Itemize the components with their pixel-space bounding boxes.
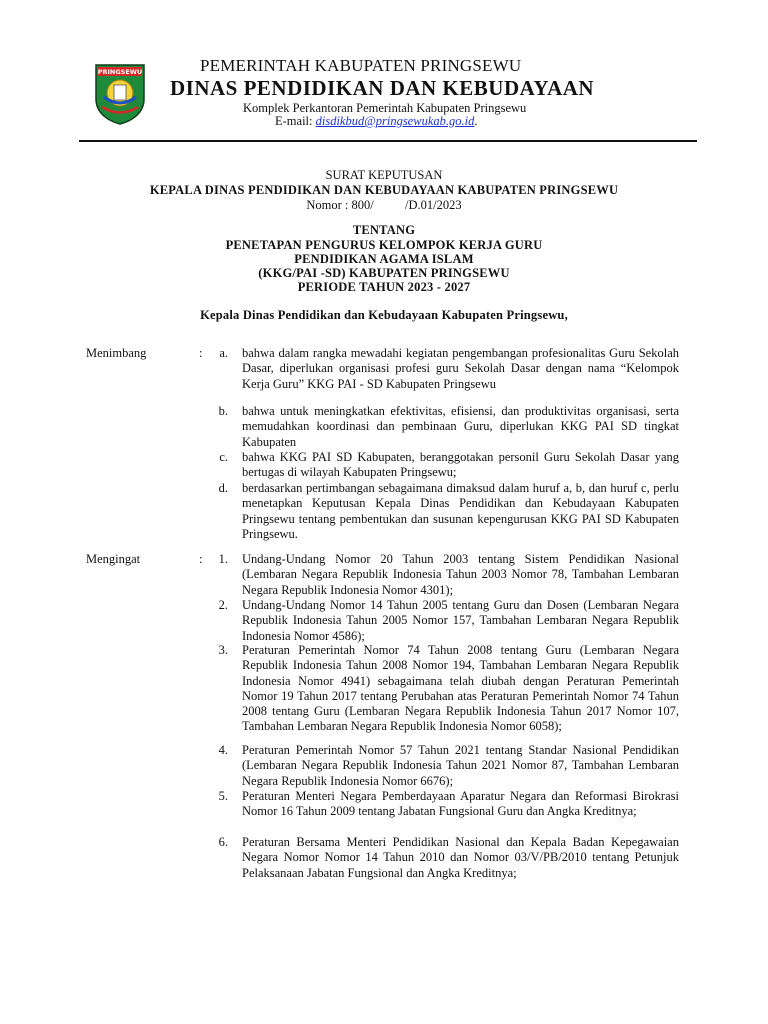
menimbang-marker-b: b. bbox=[218, 404, 228, 418]
office-name: DINAS PENDIDIKAN DAN KEBUDAYAAN bbox=[170, 76, 595, 100]
letterhead-rule bbox=[79, 140, 697, 142]
mengingat-marker-5: 5. bbox=[218, 789, 228, 803]
mengingat-marker-6: 6. bbox=[218, 835, 228, 849]
menimbang-marker-c: c. bbox=[219, 450, 228, 464]
mengingat-item-6: Peraturan Bersama Menteri Pendidikan Nasional dan Kepala Badan Kepegawaian Negara Nomor Nomor 14 Tahun 2010 dan Nomor 03/V/PB/2010 tentang Petunjuk Pelaksanaan Jabatan Fungsional dan Angka Kreditnya; bbox=[242, 835, 679, 880]
menimbang-item-b: bahwa untuk meningkatkan efektivitas, efisiensi, dan produktivitas organisasi, serta memudahkan koordinasi dan pembinaan Guru, diperlukan KKG PAI SD tingkat Kabupaten bbox=[242, 404, 679, 449]
decree-subject-line-2: PENDIDIKAN AGAMA ISLAM bbox=[294, 252, 474, 266]
logo-text: PRINGSEWU bbox=[97, 68, 143, 76]
mengingat-item-5: Peraturan Menteri Negara Pemberdayaan Aparatur Negara dan Reformasi Birokrasi Nomor 16 Tahun 2009 tentang Jabatan Fungsional Guru dan Angka Kreditnya; bbox=[242, 789, 679, 819]
menimbang-colon: : bbox=[199, 346, 203, 360]
menimbang-item-a: bahwa dalam rangka mewadahi kegiatan pengembangan profesionalitas Guru Sekolah Dasar, diperlukan organisasi profesi guru Sekolah Dasar dengan nama “Kelompok Kerja Guru” KKG PAI - SD Kabupaten Pringsewu bbox=[242, 346, 679, 391]
menimbang-item-c: bahwa KKG PAI SD Kabupaten, beranggotakan personil Guru Sekolah Dasar yang bertugas di wilayah Kabupaten Pringsewu; bbox=[242, 450, 679, 480]
pringsewu-logo-icon bbox=[92, 63, 148, 125]
government-name: PEMERINTAH KABUPATEN PRINGSEWU bbox=[200, 56, 522, 75]
mengingat-item-2: Undang-Undang Nomor 14 Tahun 2005 tentang Guru dan Dosen (Lembaran Negara Republik Indonesia Tahun 2005 Nomor 157, Tambahan Lembaran Negara Republik Indonesia Nomor 4586); bbox=[242, 598, 679, 643]
email-suffix: . bbox=[474, 114, 478, 128]
menimbang-marker-a: a. bbox=[219, 346, 228, 360]
menimbang-item-d: berdasarkan pertimbangan sebagaimana dimaksud dalam huruf a, b, dan huruf c, perlu menetapkan Keputusan Kepala Dinas Pendidikan dan Kebudayaan Kabupaten Pringsewu tentang pembentukan dan susunan kepengurusan KKG PAI SD Kabupaten Pringsewu. bbox=[242, 481, 679, 541]
mengingat-marker-1: 1. bbox=[218, 552, 228, 566]
office-email-row bbox=[275, 114, 477, 129]
menimbang-marker-d: d. bbox=[218, 481, 228, 495]
decree-type: SURAT KEPUTUSAN bbox=[325, 168, 443, 182]
mengingat-item-1: Undang-Undang Nomor 20 Tahun 2003 tentang Sistem Pendidikan Nasional (Lembaran Negara Republik Indonesia Tahun 2003 Nomor 78, Tambahan Lembaran Negara Republik Indonesia Nomor 4301); bbox=[242, 552, 679, 597]
decree-subject-line-1: PENETAPAN PENGURUS KELOMPOK KERJA GURU bbox=[225, 238, 543, 252]
email-link[interactable]: disdikbud@pringsewukab.go.id bbox=[315, 114, 475, 128]
decree-subject-line-4: PERIODE TAHUN 2023 - 2027 bbox=[297, 280, 471, 294]
menimbang-label: Menimbang bbox=[86, 346, 147, 360]
mengingat-label: Mengingat bbox=[86, 552, 141, 566]
decree-opening: Kepala Dinas Pendidikan dan Kebudayaan Kabupaten Pringsewu, bbox=[200, 308, 568, 322]
email-label: E-mail: bbox=[275, 114, 313, 128]
mengingat-marker-2: 2. bbox=[218, 598, 228, 612]
mengingat-marker-3: 3. bbox=[218, 643, 228, 657]
decree-number: Nomor : 800/ /D.01/2023 bbox=[306, 198, 462, 212]
decree-issuer: KEPALA DINAS PENDIDIKAN DAN KEBUDAYAAN KABUPATEN PRINGSEWU bbox=[149, 183, 619, 197]
mengingat-item-3: Peraturan Pemerintah Nomor 74 Tahun 2008 tentang Guru (Lembaran Negara Republik Indonesia Tahun 2008 Nomor 194, Tambahan Lembaran Negara Republik Indonesia Nomor 4941) sebagaimana telah diubah dengan Peraturan Pemerintah Nomor 19 Tahun 2017 tentang Perubahan atas Peraturan Pemerintah Nomor 74 Tahun 2008 tentang Guru (Lembaran Negara Republik Indonesia Tahun 2017 Nomor 107, Tambahan Lembaran Negara Republik Indonesia Nomor 6058); bbox=[242, 643, 679, 734]
office-address: Komplek Perkantoran Pemerintah Kabupaten Pringsewu bbox=[243, 101, 527, 115]
mengingat-marker-4: 4. bbox=[218, 743, 228, 757]
decree-about: TENTANG bbox=[352, 223, 416, 237]
decree-subject-line-3: (KKG/PAI -SD) KABUPATEN PRINGSEWU bbox=[258, 266, 510, 280]
mengingat-colon: : bbox=[199, 552, 203, 566]
mengingat-item-4: Peraturan Pemerintah Nomor 57 Tahun 2021 tentang Standar Nasional Pendidikan (Lembaran Negara Republik Indonesia Tahun 2021 Nomor 87, Tambahan Lembaran Negara Republik Indonesia Nomor 6676); bbox=[242, 743, 679, 788]
